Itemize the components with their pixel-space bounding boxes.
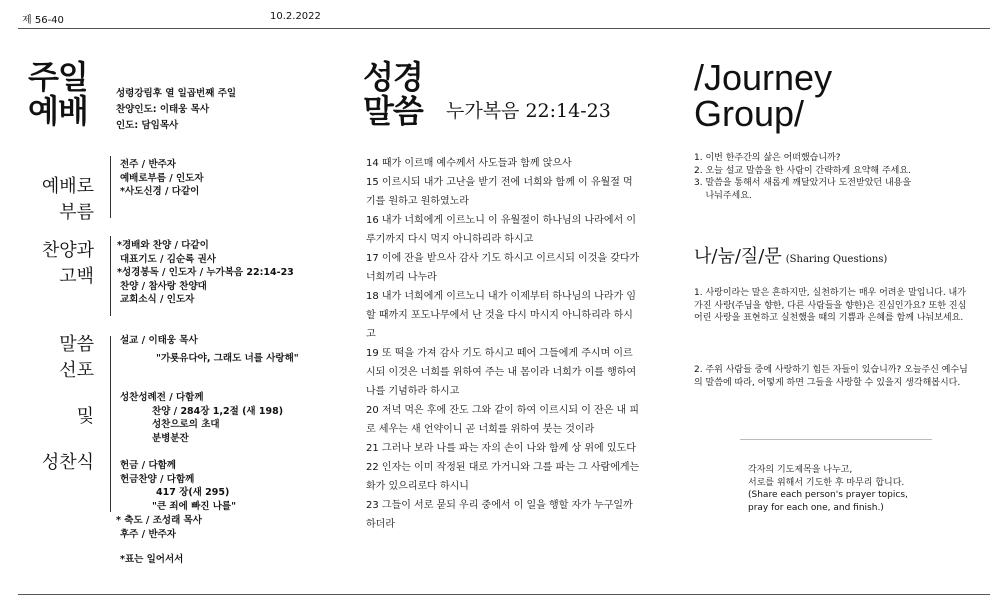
section-praise-confession-title <box>30 238 94 290</box>
verse: 18 내가 너희에게 이르노니 내가 이제부터 하나님의 나라가 임할 때까지 포도나무에서 난 것을 다시 마시지 아니하리라 하시고 <box>366 291 636 340</box>
sermon-title: "가룟유다야, 그래도 너를 사랑해" <box>156 352 299 364</box>
order-item: 교회소식 / 인도자 <box>120 294 195 305</box>
verse: 17 이에 잔을 받으사 감사 기도 하시고 이르시되 이것을 갖다가 너희끼리 나누라 <box>366 253 640 283</box>
spacer <box>120 445 299 459</box>
section-divider <box>110 156 111 218</box>
order-item: *성경봉독 / 인도자 / 누가복음 22:14-23 <box>117 267 294 278</box>
bulletin-date: 10.2.2022 <box>270 11 321 22</box>
offering-item: 417 장(새 295) <box>156 487 230 498</box>
closing-item: * 축도 / 조성래 목사 <box>116 515 202 526</box>
communion-item: 성찬성례전 / 다함께 <box>120 392 204 403</box>
section-title-line: 찬양과 <box>41 240 94 261</box>
section-title-line: 고백 <box>59 266 94 287</box>
worship-occasion: 성령강림후 열 일곱번째 주일 <box>116 88 237 99</box>
section-title-line: 예배로 <box>41 176 94 197</box>
bottom-rule <box>18 594 990 595</box>
closing-line: (Share each person's prayer topics, <box>748 490 908 500</box>
closing-item: 후주 / 반주자 <box>120 528 176 540</box>
closing-line: 각자의 기도제목을 나누고, <box>748 465 853 475</box>
verse: 23 그들이 서로 묻되 우리 중에서 이 일을 행할 자가 누구일까 하더라 <box>366 500 633 530</box>
order-item: *경배와 찬양 / 다같이 <box>117 240 209 251</box>
communion-item: 분병분잔 <box>152 432 189 444</box>
closing-items <box>116 514 202 541</box>
sharing-question-2: 2. 주위 사람들 중에 사랑하기 힘든 자들이 있습니까? 오늘주신 예수님의 말씀에 따라, 어떻게 하면 그들을 사랑할 수 있을지 생각해봅시다. <box>694 365 968 388</box>
closing-line: pray for each one, and finish.) <box>748 502 884 513</box>
sharing-questions-heading <box>694 242 887 268</box>
worship-title-line2: 예배 <box>28 92 88 130</box>
section-praise-confession-items <box>117 239 294 307</box>
verse: 22 인자는 이미 작정된 대로 가거니와 그를 파는 그 사람에게는 화가 있으리로다 하시니 <box>366 462 640 492</box>
standing-note-text: *표는 일어서서 <box>120 554 184 565</box>
closing-divider <box>740 439 932 440</box>
scripture-title-line2: 말씀 <box>363 92 423 130</box>
offering-item: "큰 죄에 빠진 나를" <box>152 500 237 512</box>
worship-info <box>116 86 236 134</box>
sharing-question-1: 1. 사랑이라는 말은 흔하지만, 실천하기는 매우 어려운 말입니다. 내가 가진 사랑(주님을 향한, 다른 사람들을 향한)은 진심인가요? 또한 진심어린 사랑을 표현하고 실천했을 때의 기쁨과 은혜를 함께 나눠보세요. <box>694 288 967 323</box>
sharing-subtitle: (Sharing Questions) <box>785 254 888 265</box>
top-rule <box>18 28 990 29</box>
verse: 21 그러나 보라 나를 파는 자의 손이 나와 함께 상 위에 있도다 <box>366 443 636 454</box>
prayer-closing <box>748 464 948 514</box>
section-call-to-worship-title <box>30 174 94 226</box>
journey-question: 3. 말씀을 통해서 새롭게 깨달았거나 도전받았던 내용을 <box>694 178 912 188</box>
verse: 19 또 떡을 가져 감사 기도 하시고 떼어 그들에게 주시며 이르시되 이것은 너희를 위하여 주는 내 몸이라 너희가 이를 행하여 나를 기념하라 하시고 <box>366 348 637 397</box>
scripture-verses <box>366 154 641 534</box>
issue-number: 제 56-40 <box>22 15 64 26</box>
worship-title <box>28 60 98 128</box>
section-title-line: 말씀 <box>59 334 94 355</box>
scripture-reference: 누가복음 22:14-23 <box>446 100 611 122</box>
journey-questions <box>694 152 974 202</box>
order-item: 예배로부름 / 인도자 <box>120 172 204 184</box>
offering-item: 헌금 / 다함께 <box>120 460 176 471</box>
closing-line: 서로를 위해서 기도한 후 마무리 합니다. <box>748 477 905 488</box>
worship-praise-leader: 찬양인도: 이태웅 목사 <box>116 104 210 115</box>
section-title-line: 부름 <box>59 202 94 223</box>
verse: 15 이르시되 내가 고난을 받기 전에 너희와 함께 이 유월절 먹기를 원하고 원하였노라 <box>366 177 633 207</box>
scripture-title-line1: 성경 <box>363 58 423 96</box>
section-divider <box>110 336 111 512</box>
section-title-gap <box>30 430 94 450</box>
standing-note <box>120 553 183 567</box>
section-title-gap <box>30 384 94 404</box>
spacer <box>120 365 299 391</box>
journey-group-title <box>694 57 833 134</box>
section-call-to-worship-items <box>120 158 204 199</box>
journey-title-line2: Group/ <box>694 93 805 134</box>
journey-title-line1: /Journey <box>694 57 833 98</box>
communion-item: 찬양 / 284장 1,2절 (새 198) <box>152 405 284 417</box>
order-item: *사도신경 / 다같이 <box>120 186 200 197</box>
section-sermon-communion-title <box>30 332 94 476</box>
section-divider <box>110 236 111 316</box>
verse: 14 때가 이르매 예수께서 사도들과 함께 앉으사 <box>366 158 572 169</box>
communion-item: 성찬으로의 초대 <box>152 419 220 430</box>
section-title-line: 및 <box>76 406 94 427</box>
section-title-line: 선포 <box>59 360 94 381</box>
worship-title-line1: 주일 <box>28 58 88 96</box>
sharing-title: 나/눔/질/문 <box>694 246 782 267</box>
worship-leader: 인도: 담임목사 <box>116 120 179 131</box>
scripture-title <box>363 60 433 128</box>
section-title-line: 성찬식 <box>41 452 94 473</box>
journey-question: 나눠주세요. <box>694 190 752 201</box>
offering-item: 헌금찬양 / 다함께 <box>120 473 195 485</box>
section-sermon-communion-items <box>120 334 299 513</box>
order-item: 찬양 / 참사랑 찬양대 <box>120 280 207 292</box>
sermon-item: 설교 / 이태웅 목사 <box>120 335 198 346</box>
order-item: 대표기도 / 김순록 권사 <box>120 253 216 265</box>
verse: 16 내가 너희에게 이르노니 이 유월절이 하나님의 나라에서 이루기까지 다시 먹지 아니하리라 하시고 <box>366 215 636 245</box>
order-item: 전주 / 반주자 <box>120 159 176 170</box>
verse: 20 저녁 먹은 후에 잔도 그와 같이 하여 이르시되 이 잔은 내 피로 세우는 새 언약이니 곧 너희를 위하여 붓는 것이라 <box>366 405 640 435</box>
journey-question: 1. 이번 한주간의 삶은 어떠했습니까? <box>694 153 841 163</box>
journey-question: 2. 오늘 설교 말씀을 한 사람이 간략하게 요약해 주세요. <box>694 165 911 176</box>
